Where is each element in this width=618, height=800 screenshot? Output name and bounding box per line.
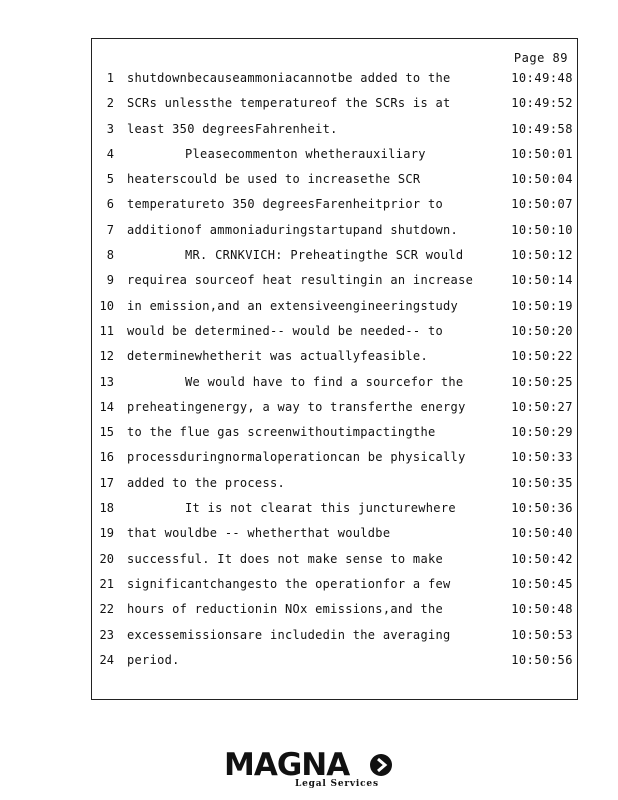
line-text: determinewhetherit was actuallyfeasible. (127, 349, 428, 364)
timestamp: 10:50:01 (511, 146, 573, 161)
timestamp: 10:50:29 (511, 425, 573, 440)
line-number: 20 (99, 551, 114, 566)
transcript-line (92, 551, 577, 576)
line-text: It is not clearat this juncturewhere (185, 501, 456, 516)
line-number: 7 (106, 222, 114, 237)
line-number: 19 (99, 526, 114, 541)
line-number: 6 (106, 197, 114, 212)
transcript-line (92, 500, 577, 525)
line-number: 11 (99, 323, 114, 338)
line-text: to the flue gas screenwithoutimpactingthe (127, 425, 436, 440)
timestamp: 10:50:48 (511, 602, 573, 617)
transcript-line (92, 95, 577, 120)
transcript-line (92, 171, 577, 196)
line-text: significantchangesto the operationfor a few (127, 576, 451, 591)
transcript-line (92, 247, 577, 272)
transcript-line (92, 222, 577, 247)
transcript-line (92, 70, 577, 95)
timestamp: 10:50:07 (511, 197, 573, 212)
line-text: heaterscould be used to increasethe SCR (127, 172, 421, 187)
line-number: 21 (99, 576, 114, 591)
line-number: 16 (99, 450, 114, 465)
line-text: We would have to find a sourcefor the (185, 374, 464, 389)
line-number: 1 (106, 71, 114, 85)
line-text: additionof ammoniaduringstartupand shutdown. (127, 222, 459, 237)
line-number: 3 (106, 121, 114, 136)
line-number: 10 (99, 298, 114, 313)
line-number: 18 (99, 501, 114, 516)
line-number: 4 (106, 146, 114, 161)
timestamp: 10:50:25 (511, 374, 573, 389)
transcript-line (92, 652, 577, 677)
transcript-line (92, 323, 577, 348)
line-number: 22 (99, 602, 114, 617)
timestamp: 10:50:10 (511, 222, 573, 237)
line-text: requirea sourceof heat resultingin an increase (127, 273, 474, 288)
transcript-line (92, 121, 577, 146)
line-number: 24 (99, 652, 114, 667)
line-text: least 350 degreesFahrenheit. (127, 121, 338, 136)
transcript-line (92, 627, 577, 652)
timestamp: 10:49:52 (511, 96, 573, 111)
timestamp: 10:50:40 (511, 526, 573, 541)
transcript-line (92, 449, 577, 474)
timestamp: 10:50:35 (511, 475, 573, 490)
transcript-line (92, 475, 577, 500)
line-number: 2 (106, 96, 114, 111)
transcript-line (92, 196, 577, 221)
line-text: MR. CRNKVICH: Preheatingthe SCR would (185, 248, 464, 263)
line-number: 5 (106, 172, 114, 187)
transcript-line (92, 146, 577, 171)
line-number: 15 (99, 425, 114, 440)
line-text: processduringnormaloperationcan be physically (127, 450, 466, 465)
timestamp: 10:50:53 (511, 627, 573, 642)
line-text: SCRs unlessthe temperatureof the SCRs is at (127, 96, 451, 111)
chevron-right-icon (370, 754, 392, 776)
line-text: in emission,and an extensiveengineeringstudy (127, 298, 459, 313)
line-text: Pleasecommenton whetherauxiliary (185, 146, 426, 161)
transcript-line (92, 399, 577, 424)
line-text: preheatingenergy, a way to transferthe energy (127, 399, 466, 414)
line-text: hours of reductionin NOx emissions,and the (127, 602, 444, 617)
line-number: 12 (99, 349, 114, 364)
line-text: shutdownbecauseammoniacannotbe added to the (127, 71, 451, 85)
timestamp: 10:49:58 (511, 121, 573, 136)
transcript-line (92, 374, 577, 399)
line-text: temperatureto 350 degreesFarenheitprior to (127, 197, 444, 212)
timestamp: 10:50:12 (511, 248, 573, 263)
transcript-line (92, 348, 577, 373)
line-number: 17 (99, 475, 114, 490)
line-number: 23 (99, 627, 114, 642)
transcript-page (91, 38, 578, 700)
timestamp: 10:50:04 (511, 172, 573, 187)
logo-subtitle: Legal Services (295, 779, 379, 789)
timestamp: 10:50:36 (511, 501, 573, 516)
logo-wordmark: MAGNA (224, 747, 350, 783)
timestamp: 10:50:45 (511, 576, 573, 591)
timestamp: 10:50:22 (511, 349, 573, 364)
line-number: 8 (106, 248, 114, 263)
timestamp: 10:50:56 (511, 652, 573, 667)
line-text: would be determined-- would be needed-- to (127, 323, 444, 338)
timestamp: 10:50:14 (511, 273, 573, 288)
transcript-line (92, 601, 577, 626)
line-text: added to the process. (127, 475, 286, 490)
timestamp: 10:50:42 (511, 551, 573, 566)
timestamp: 10:50:19 (511, 298, 573, 313)
line-text: excessemissionsare includedin the averaging (127, 627, 451, 642)
transcript-line (92, 576, 577, 601)
transcript-line (92, 525, 577, 550)
transcript-line (92, 424, 577, 449)
transcript-lines (92, 70, 577, 677)
line-number: 9 (106, 273, 114, 288)
timestamp: 10:50:27 (511, 399, 573, 414)
magna-logo (224, 748, 394, 792)
timestamp: 10:50:20 (511, 323, 573, 338)
line-text: period. (127, 652, 180, 667)
line-number: 14 (99, 399, 114, 414)
transcript-line (92, 298, 577, 323)
line-number: 13 (99, 374, 114, 389)
line-text: successful. It does not make sense to make (127, 551, 444, 566)
page-number: Page 89 (513, 51, 568, 65)
transcript-line (92, 272, 577, 297)
line-text: that wouldbe -- whetherthat wouldbe (127, 526, 391, 541)
timestamp: 10:50:33 (511, 450, 573, 465)
timestamp: 10:49:48 (511, 71, 573, 85)
